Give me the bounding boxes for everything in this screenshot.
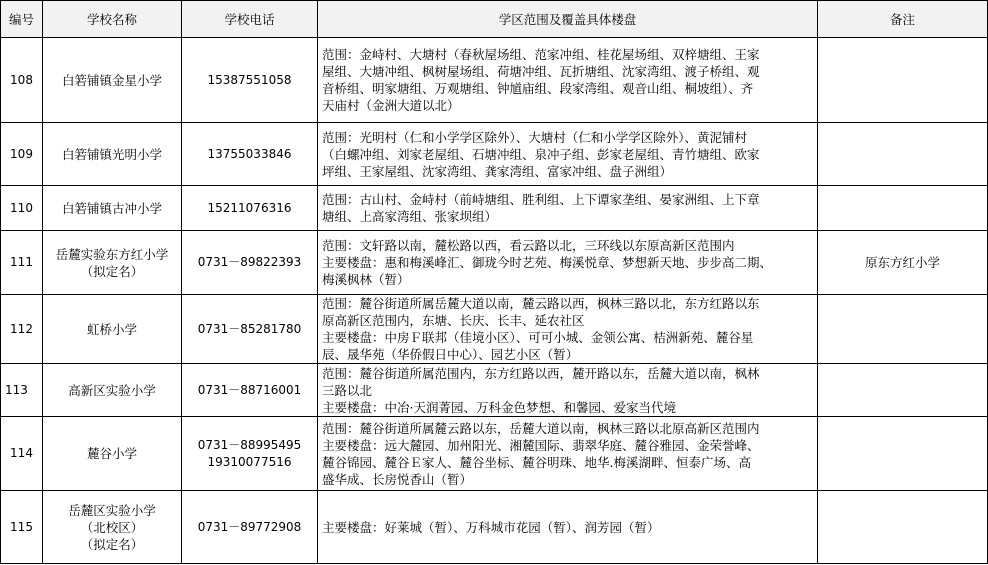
area-line: 主要楼盘：中冶·天润菁园、万科金色梦想、和馨园、爱家当代境 <box>322 399 676 415</box>
area-line: 麓谷锦园、麓谷Ｅ家人、麓谷坐标、麓谷明珠、地华.梅溪湖畔、恒泰广场、高 <box>322 454 751 470</box>
row-school <box>43 186 182 231</box>
row-note <box>818 364 988 417</box>
header-row <box>1 1 988 38</box>
table-row <box>1 186 988 231</box>
header-phone: 学校电话 <box>182 1 318 38</box>
row-note <box>818 417 988 491</box>
area-line: 主要楼盘：惠和梅溪峰汇、御珑今时艺苑、梅溪悦章、梦想新天地、步步高二期、 <box>322 255 773 270</box>
school-name-line: 岳麓区实验小学 <box>68 502 156 518</box>
table-row <box>1 295 988 364</box>
school-name-line: 白箬铺镇金星小学 <box>61 72 162 88</box>
row-school <box>43 491 182 564</box>
row-id: 114 <box>1 417 43 491</box>
school-name-line: 白箬铺镇古冲小学 <box>61 200 162 216</box>
area-line: 范围：麓谷街道所属麓云路以东，岳麓大道以南，枫林三路以北原高新区范围内 <box>322 420 760 436</box>
row-phone <box>182 364 318 417</box>
phone-line: 0731－89822393 <box>197 255 302 269</box>
table-row <box>1 491 988 564</box>
area-line: 范围：金峙村、大塘村（春秋屋场组、范家冲组、桂花屋场组、双梓塘组、王家 <box>322 47 760 62</box>
table-row <box>1 123 988 186</box>
phone-line: 15387551058 <box>207 72 292 87</box>
row-area <box>318 417 818 491</box>
area-line: 范围：麓谷街道所属范围内，东方红路以西，麓开路以东，岳麓大道以南，枫林 <box>322 365 760 381</box>
phone-line: 0731－88716001 <box>197 382 302 397</box>
row-school <box>43 123 182 186</box>
area-line: 梅溪枫林（暂） <box>322 272 410 287</box>
phone-line: 0731－89772908 <box>197 519 302 534</box>
table-row <box>1 417 988 491</box>
phone-line: 19310077516 <box>207 454 292 469</box>
school-name-line: （北校区） <box>80 519 144 535</box>
row-area <box>318 364 818 417</box>
row-area <box>318 231 818 295</box>
table-row <box>1 38 988 123</box>
area-line: 主要楼盘：中房Ｆ联邦（佳境小区）、可可小城、金领公寓、桔洲新苑、麓谷星 <box>322 330 754 345</box>
phone-line: 0731－88995495 <box>197 437 302 452</box>
area-line: 主要楼盘：远大麓园、加州阳光、湘麓国际、翡翠华庭、麓谷雅园、金荣誉峰、 <box>322 437 760 453</box>
row-phone <box>182 38 318 123</box>
header-id: 编号 <box>1 1 43 38</box>
row-note <box>818 491 988 564</box>
area-line: 坪组、王家屋组、沈家湾组、龚家湾组、富家冲组、盘子洲组） <box>322 163 673 179</box>
area-line: （白螺冲组、刘家老屋组、石塘冲组、泉冲子组、彭家老屋组、青竹塘组、欧家 <box>322 146 760 162</box>
area-line: 天庙村（金洲大道以北） <box>322 98 460 113</box>
row-school <box>43 231 182 295</box>
area-line: 塘组、上高家湾组、张家坝组） <box>322 209 498 224</box>
area-line: 范围：古山村、金峙村（前峙塘组、胜利组、上下谭家垄组、晏家洲组、上下章 <box>322 192 760 207</box>
school-name-line: （拟定名） <box>80 263 144 279</box>
school-name-line: 白箬铺镇光明小学 <box>61 146 162 162</box>
school-name-line: 高新区实验小学 <box>68 382 156 398</box>
row-area <box>318 186 818 231</box>
row-note <box>818 123 988 186</box>
row-area <box>318 38 818 123</box>
row-phone <box>182 295 318 364</box>
row-phone <box>182 186 318 231</box>
row-note: 原东方红小学 <box>818 231 988 295</box>
area-line: 三路以北 <box>322 382 373 398</box>
area-line: 音桥组、明家塘组、万观塘组、钟馗庙组、段家湾组、观音山组、桐坡组）、齐 <box>322 81 754 96</box>
row-school <box>43 38 182 123</box>
row-note <box>818 38 988 123</box>
row-id: 113 <box>1 364 43 417</box>
school-name-line: 麓谷小学 <box>86 446 137 461</box>
area-line: 盛华成、长房悦香山（暂） <box>322 471 473 487</box>
row-note <box>818 295 988 364</box>
area-line: 范围：麓谷街道所属岳麓大道以南，麓云路以西，枫林三路以北，东方红路以东 <box>322 296 760 311</box>
school-name-line: （拟定名） <box>80 536 144 552</box>
row-id: 111 <box>1 231 43 295</box>
area-line: 原高新区范围内，东塘、长庆、长丰、延农社区 <box>322 313 585 328</box>
row-id: 110 <box>1 186 43 231</box>
phone-line: 0731－85281780 <box>197 321 302 336</box>
row-area <box>318 491 818 564</box>
header-school: 学校名称 <box>43 1 182 38</box>
row-phone <box>182 123 318 186</box>
area-line: 屋组、大塘冲组、枫树屋场组、荷塘冲组、瓦折塘组、沈家湾组、渡子桥组、观 <box>322 64 760 79</box>
header-area: 学区范围及覆盖具体楼盘 <box>318 1 818 38</box>
area-line: 范围：文轩路以南，麓松路以西，看云路以北，三环线以东原高新区范围内 <box>322 238 735 253</box>
area-line: 主要楼盘：好莱城（暂）、万科城市花园（暂）、润芳园（暂） <box>322 519 660 535</box>
row-area <box>318 295 818 364</box>
row-area <box>318 123 818 186</box>
area-line: 辰、晟华苑（华侨假日中心）、园艺小区（暂） <box>322 347 579 362</box>
row-id: 112 <box>1 295 43 364</box>
table-row <box>1 231 988 295</box>
row-school <box>43 295 182 364</box>
school-name-line: 虹桥小学 <box>86 321 137 337</box>
area-line: 范围：光明村（仁和小学学区除外）、大塘村（仁和小学学区除外）、黄泥铺村 <box>322 129 748 145</box>
row-school <box>43 417 182 491</box>
row-school <box>43 364 182 417</box>
phone-line: 13755033846 <box>207 146 292 161</box>
school-name-line: 岳麓实验东方红小学 <box>55 246 169 262</box>
table-row <box>1 364 988 417</box>
row-note <box>818 186 988 231</box>
row-id: 108 <box>1 38 43 123</box>
row-phone <box>182 231 318 295</box>
row-id: 115 <box>1 491 43 564</box>
row-id: 109 <box>1 123 43 186</box>
phone-line: 15211076316 <box>207 200 292 215</box>
header-note: 备注 <box>818 1 988 38</box>
row-phone <box>182 491 318 564</box>
row-phone <box>182 417 318 491</box>
